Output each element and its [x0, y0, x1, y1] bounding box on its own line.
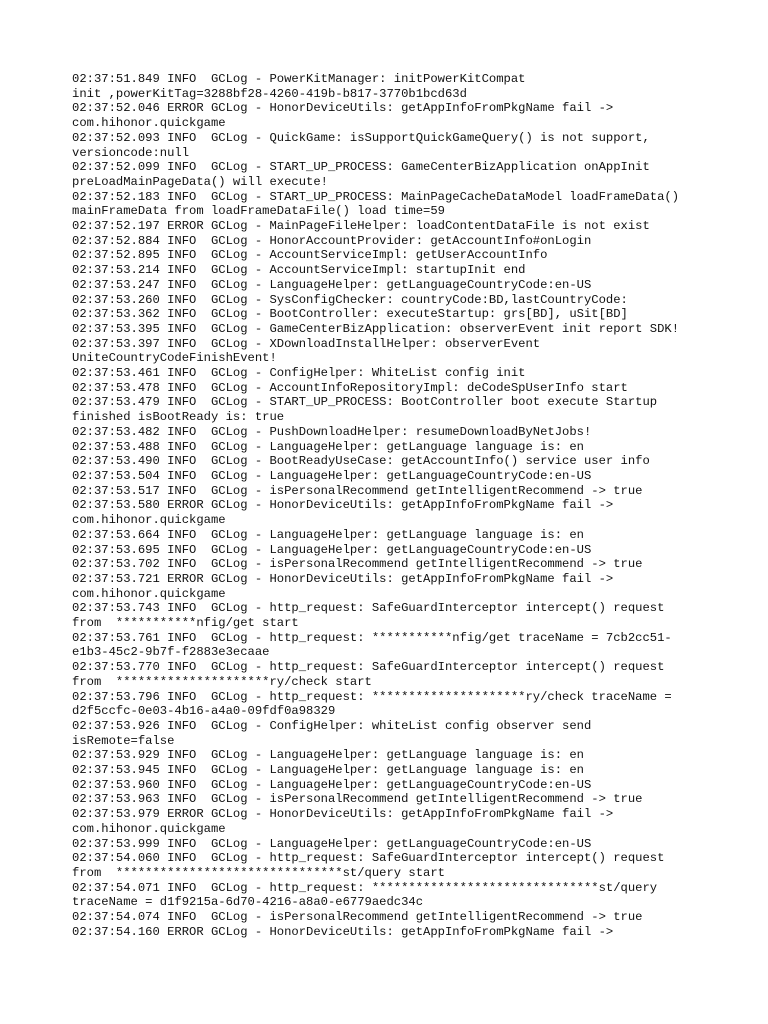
log-line: 02:37:52.183 INFO GCLog - START_UP_PROCESS: MainPageCacheDataModel loadFrameData()	[72, 189, 680, 204]
log-line: from ***********nfig/get start	[72, 616, 299, 631]
log-line: com.hihonor.quickgame	[72, 513, 226, 528]
log-line: 02:37:54.074 INFO GCLog - isPersonalRecommend getIntelligentRecommend -> true	[72, 910, 643, 925]
log-line: 02:37:53.999 INFO GCLog - LanguageHelper: getLanguageCountryCode:en-US	[72, 836, 592, 851]
log-line: from *********************ry/check start	[72, 674, 372, 689]
log-line: 02:37:52.197 ERROR GCLog - MainPageFileHelper: loadContentDataFile is not exist	[72, 219, 650, 234]
log-line: 02:37:53.490 INFO GCLog - BootReadyUseCase: getAccountInfo() service user info	[72, 454, 650, 469]
log-line: 02:37:53.247 INFO GCLog - LanguageHelper: getLanguageCountryCode:en-US	[72, 277, 592, 292]
log-line: isRemote=false	[72, 733, 175, 748]
log-line: UniteCountryCodeFinishEvent!	[72, 351, 277, 366]
log-line: com.hihonor.quickgame	[72, 821, 226, 836]
log-line: 02:37:53.721 ERROR GCLog - HonorDeviceUtils: getAppInfoFromPkgName fail ->	[72, 571, 614, 586]
log-line: 02:37:53.397 INFO GCLog - XDownloadInstallHelper: observerEvent	[72, 336, 541, 351]
log-line: 02:37:54.060 INFO GCLog - http_request: SafeGuardInterceptor intercept() request	[72, 851, 665, 866]
log-line: 02:37:53.664 INFO GCLog - LanguageHelper: getLanguage language is: en	[72, 527, 584, 542]
log-line: 02:37:53.260 INFO GCLog - SysConfigChecker: countryCode:BD,lastCountryCode:	[72, 292, 628, 307]
log-line: 02:37:52.046 ERROR GCLog - HonorDeviceUtils: getAppInfoFromPkgName fail ->	[72, 101, 614, 116]
log-document	[72, 72, 712, 939]
log-line: 02:37:53.926 INFO GCLog - ConfigHelper: whiteList config observer send	[72, 718, 592, 733]
log-line: d2f5ccfc-0e03-4b16-a4a0-09fdf0a98329	[72, 704, 336, 719]
log-line: com.hihonor.quickgame	[72, 586, 226, 601]
log-line: 02:37:51.849 INFO GCLog - PowerKitManager: initPowerKitCompat	[72, 72, 526, 86]
log-line: com.hihonor.quickgame	[72, 116, 226, 131]
log-line: 02:37:53.362 INFO GCLog - BootController: executeStartup: grs[BD], uSit[BD]	[72, 307, 628, 322]
log-line: 02:37:53.461 INFO GCLog - ConfigHelper: WhiteList config init	[72, 366, 526, 381]
log-line: 02:37:53.214 INFO GCLog - AccountServiceImpl: startupInit end	[72, 263, 526, 278]
log-line: 02:37:53.702 INFO GCLog - isPersonalRecommend getIntelligentRecommend -> true	[72, 557, 643, 572]
log-line: 02:37:53.395 INFO GCLog - GameCenterBizApplication: observerEvent init report SDK!	[72, 321, 680, 336]
log-line: 02:37:53.960 INFO GCLog - LanguageHelper: getLanguageCountryCode:en-US	[72, 777, 592, 792]
log-line: versioncode:null	[72, 145, 190, 160]
log-line: 02:37:53.963 INFO GCLog - isPersonalRecommend getIntelligentRecommend -> true	[72, 792, 643, 807]
log-line: 02:37:52.884 INFO GCLog - HonorAccountProvider: getAccountInfo#onLogin	[72, 233, 592, 248]
log-line: from *******************************st/query start	[72, 865, 445, 880]
log-line: 02:37:53.482 INFO GCLog - PushDownloadHelper: resumeDownloadByNetJobs!	[72, 424, 592, 439]
log-line: 02:37:53.761 INFO GCLog - http_request: ***********nfig/get traceName = 7cb2cc51-	[72, 630, 672, 645]
log-line: 02:37:52.099 INFO GCLog - START_UP_PROCESS: GameCenterBizApplication onAppInit	[72, 160, 650, 175]
log-line: 02:37:53.929 INFO GCLog - LanguageHelper: getLanguage language is: en	[72, 748, 584, 763]
log-line: finished isBootReady is: true	[72, 410, 285, 425]
log-line: 02:37:53.743 INFO GCLog - http_request: SafeGuardInterceptor intercept() request	[72, 601, 665, 616]
log-line: 02:37:53.504 INFO GCLog - LanguageHelper: getLanguageCountryCode:en-US	[72, 468, 592, 483]
log-line: 02:37:54.071 INFO GCLog - http_request: *******************************st/query	[72, 880, 658, 895]
log-line: 02:37:53.488 INFO GCLog - LanguageHelper: getLanguage language is: en	[72, 439, 584, 454]
log-line: 02:37:53.695 INFO GCLog - LanguageHelper: getLanguageCountryCode:en-US	[72, 542, 592, 557]
log-line: e1b3-45c2-9b7f-f2883e3ecaae	[72, 645, 270, 660]
log-line: traceName = d1f9215a-6d70-4216-a8a0-e6779aedc34c	[72, 895, 424, 910]
log-line: 02:37:52.895 INFO GCLog - AccountServiceImpl: getUserAccountInfo	[72, 248, 548, 263]
log-line: 02:37:53.945 INFO GCLog - LanguageHelper: getLanguage language is: en	[72, 763, 584, 778]
log-line: 02:37:54.160 ERROR GCLog - HonorDeviceUtils: getAppInfoFromPkgName fail ->	[72, 924, 614, 939]
log-line: init ,powerKitTag=3288bf28-4260-419b-b817-3770b1bcd63d	[72, 86, 467, 101]
log-line: 02:37:52.093 INFO GCLog - QuickGame: isSupportQuickGameQuery() is not support,	[72, 130, 650, 145]
log-line: 02:37:53.770 INFO GCLog - http_request: SafeGuardInterceptor intercept() request	[72, 660, 665, 675]
log-line: 02:37:53.517 INFO GCLog - isPersonalRecommend getIntelligentRecommend -> true	[72, 483, 643, 498]
log-line: preLoadMainPageData() will execute!	[72, 174, 328, 189]
log-line: 02:37:53.979 ERROR GCLog - HonorDeviceUtils: getAppInfoFromPkgName fail ->	[72, 807, 614, 822]
log-line: mainFrameData from loadFrameDataFile() load time=59	[72, 204, 445, 219]
log-line: 02:37:53.796 INFO GCLog - http_request: *********************ry/check traceName =	[72, 689, 672, 704]
log-line: 02:37:53.478 INFO GCLog - AccountInfoRepositoryImpl: deCodeSpUserInfo start	[72, 380, 628, 395]
log-line: 02:37:53.580 ERROR GCLog - HonorDeviceUtils: getAppInfoFromPkgName fail ->	[72, 498, 614, 513]
log-line: 02:37:53.479 INFO GCLog - START_UP_PROCESS: BootController boot execute Startup	[72, 395, 658, 410]
